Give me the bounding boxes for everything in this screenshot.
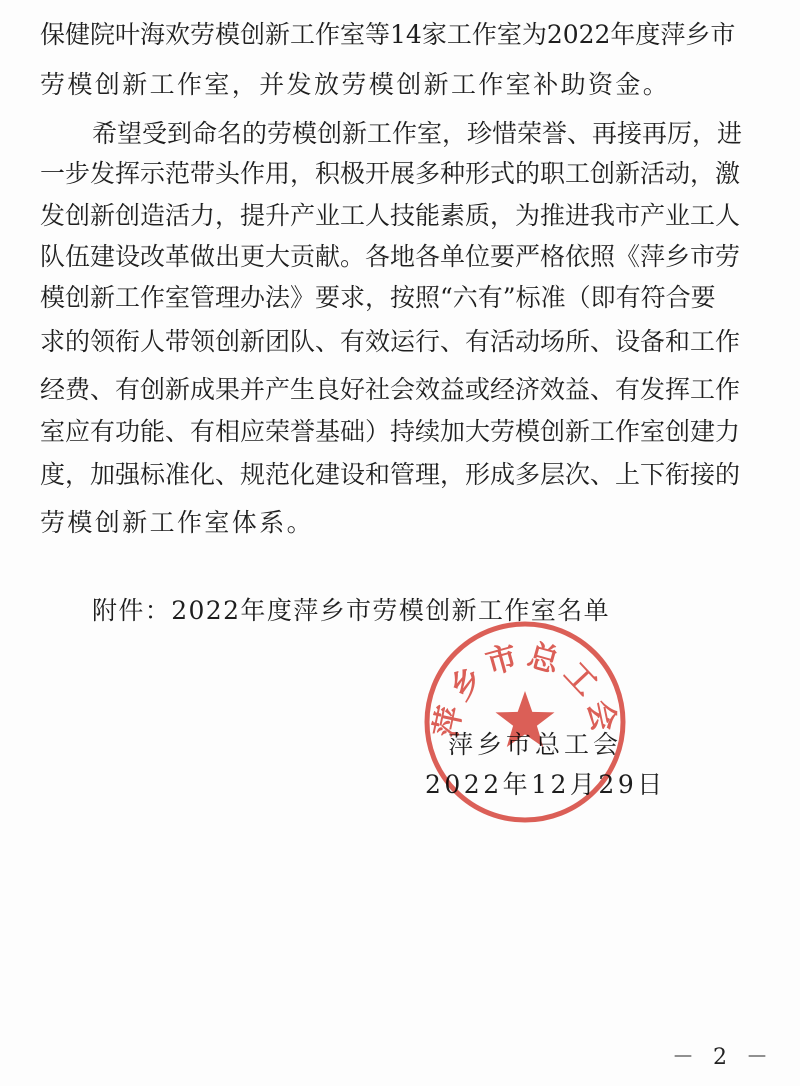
paragraph-2-line-6: 求的领衔人带领创新团队、有效运行、有活动场所、设备和工作 <box>40 327 741 356</box>
paragraph-1-line-1: 保健院叶海欢劳模创新工作室等14家工作室为2022年度萍乡市 <box>40 20 736 49</box>
paragraph-2-line-1: 希望受到命名的劳模创新工作室，珍惜荣誉、再接再厉，进 <box>92 119 743 148</box>
paragraph-2-line-10: 劳模创新工作室体系。 <box>40 508 315 537</box>
page-number: － 2 － <box>672 1045 774 1070</box>
paragraph-2-line-3: 发创新创造活力，提升产业工人技能素质，为推进我市产业工人 <box>40 201 741 230</box>
attachment-line: 附件：2022年度萍乡市劳模创新工作室名单 <box>92 596 611 625</box>
issue-date: 2022年12月29日 <box>425 770 666 799</box>
seal-star <box>496 691 555 747</box>
paragraph-2-line-4: 队伍建设改革做出更大贡献。各地各单位要严格依照《萍乡市劳 <box>40 242 741 271</box>
paragraph-2-line-8: 室应有功能、有相应荣誉基础）持续加大劳模创新工作室创建力 <box>40 417 741 446</box>
seal-text: 萍乡市总工会 <box>427 637 624 741</box>
official-seal <box>418 615 633 830</box>
paragraph-2-line-5: 模创新工作室管理办法》要求，按照“六有”标准（即有符合要 <box>40 283 716 312</box>
paragraph-2-line-2: 一步发挥示范带头作用，积极开展多种形式的职工创新活动，激 <box>40 159 741 188</box>
paragraph-1-line-2: 劳模创新工作室，并发放劳模创新工作室补助资金。 <box>40 70 671 99</box>
paragraph-2-line-7: 经费、有创新成果并产生良好社会效益或经济效益、有发挥工作 <box>40 375 741 404</box>
paragraph-2-line-9: 度，加强标准化、规范化建设和管理，形成多层次、上下衔接的 <box>40 460 741 489</box>
issuer-name: 萍乡市总工会 <box>448 730 623 759</box>
